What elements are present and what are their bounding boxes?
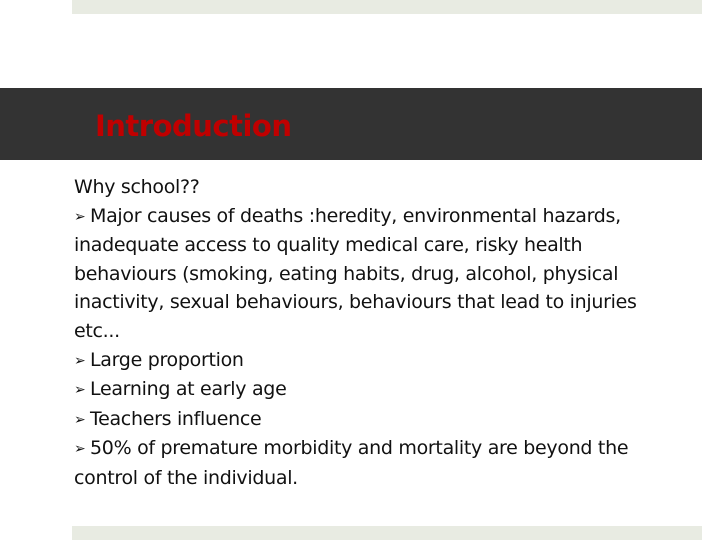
arrow-bullet-icon: ➢: [74, 382, 86, 399]
bullet-text: Large proportion: [90, 348, 244, 371]
bullet-text: Learning at early age: [90, 378, 287, 401]
bullet-item: [74, 405, 674, 435]
bullet-item: [74, 375, 674, 405]
bullet-text: Major causes of deaths :heredity, environmental hazards, inadequate access to quality medical care, risky health behaviours (smoking, eating habits, drug, alcohol, physical inactivity, sexual behaviours, behaviours that lead to injuries etc...: [74, 204, 637, 342]
arrow-bullet-icon: ➢: [74, 411, 86, 428]
arrow-bullet-icon: ➢: [74, 441, 86, 458]
slide-title: Introduction: [95, 109, 292, 143]
arrow-bullet-icon: ➢: [74, 208, 86, 225]
bullet-text: Teachers influence: [90, 407, 262, 430]
bullet-item: [74, 202, 674, 346]
bullet-text: 50% of premature morbidity and mortality are beyond the control of the individual.: [74, 437, 629, 489]
slide-body: [74, 173, 674, 493]
intro-line: Why school??: [74, 176, 200, 198]
bottom-decorative-band: [72, 526, 702, 540]
bullet-item: [74, 346, 674, 376]
arrow-bullet-icon: ➢: [74, 352, 86, 369]
top-decorative-band: [72, 0, 702, 14]
bullet-item: [74, 434, 674, 492]
